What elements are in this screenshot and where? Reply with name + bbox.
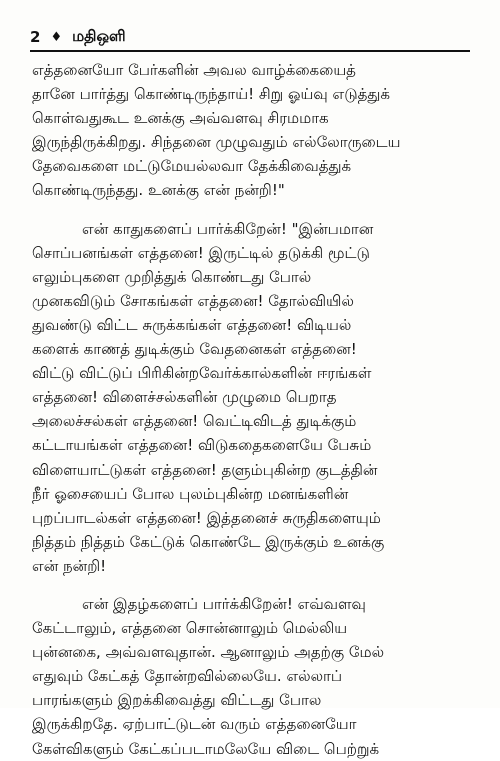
diamond-separator-icon: ♦: [50, 29, 63, 45]
paragraph-3: [32, 592, 468, 761]
paragraph-3-text: என் இதழ்களைப் பார்க்கிறேன்! எவ்வளவு கேட்டாலும், எத்தனை சொன்னாலும் மெல்லிய புன்னகை, அவ்வளவுதான். ஆனாலும் அதற்கு மேல் எதுவும் கேட்கத் தோன்றவில்லையே. எல்லாப் பாரங்களும் இறக்கிவைத்து விட்டது போல இருக்கிறதே. ஏற்பாட்டுடன் வரும் எத்தனையோ கேள்விகளும் கேட்கப்படாமலேயே விடை பெற்றுக்: [32, 594, 385, 758]
book-title: மதிஒளி: [72, 27, 126, 45]
running-header: [30, 26, 470, 48]
paragraph-1: எத்தனையோ பேர்களின் அவல வாழ்க்கையைத் தானே பார்த்து கொண்டிருந்தாய்! சிறு ஓய்வு எடுத்துக் கொள்வதுகூட உனக்கு அவ்வளவு சிரமமாக இருந்திருக்கிறது. சிந்தனை முழுவதும் எல்லோருடைய தேவைகளை மட்டுமேயல்லவா தேக்கிவைத்துக் கொண்டிருந்தது. உனக்கு என் நன்றி!": [32, 61, 401, 200]
paragraph-2-text: என் காதுகளைப் பார்க்கிறேன்! "இன்பமான சொப்பனங்கள் எத்தனை! இருட்டில் தடுக்கி மூட்டு எலும்புகளை முறித்துக் கொண்டது போல் முனகவிடும் சோகங்கள் எத்தனை! தோல்வியில் துவண்டு விட்ட சுருக்கங்கள் எத்தனை! விடியல் களைக் காணத் துடிக்கும் வேதனைகள் எத்தனை! விட்டு விட்டுப் பிரிகின்றவேர்க்கால்களின் ஈரங்கள் எத்தனை! விளைச்சல்களின் முழுமை பெறாத அலைச்சல்கள் எத்தனை! வெட்டிவிடத் துடிக்கும் கட்டாயங்கள் எத்தனை! விடுகதைகளையே பேசும் விளையாட்டுகள் எத்தனை! தளும்புகின்ற குடத்தின் நீர் ஓசையைப் போல புலம்புகின்ற மனங்களின் புறப்பாடல்கள் எத்தனை! இத்தனைச் சுருதிகளையும் நித்தம் நித்தம் கேட்டுக் கொண்டே இருக்கும் உனக்கு என் நன்றி!: [32, 219, 385, 575]
paragraph-2: [32, 217, 468, 578]
page-number: 2: [30, 28, 41, 46]
body-text: [32, 58, 468, 761]
header-rule: [30, 50, 470, 52]
